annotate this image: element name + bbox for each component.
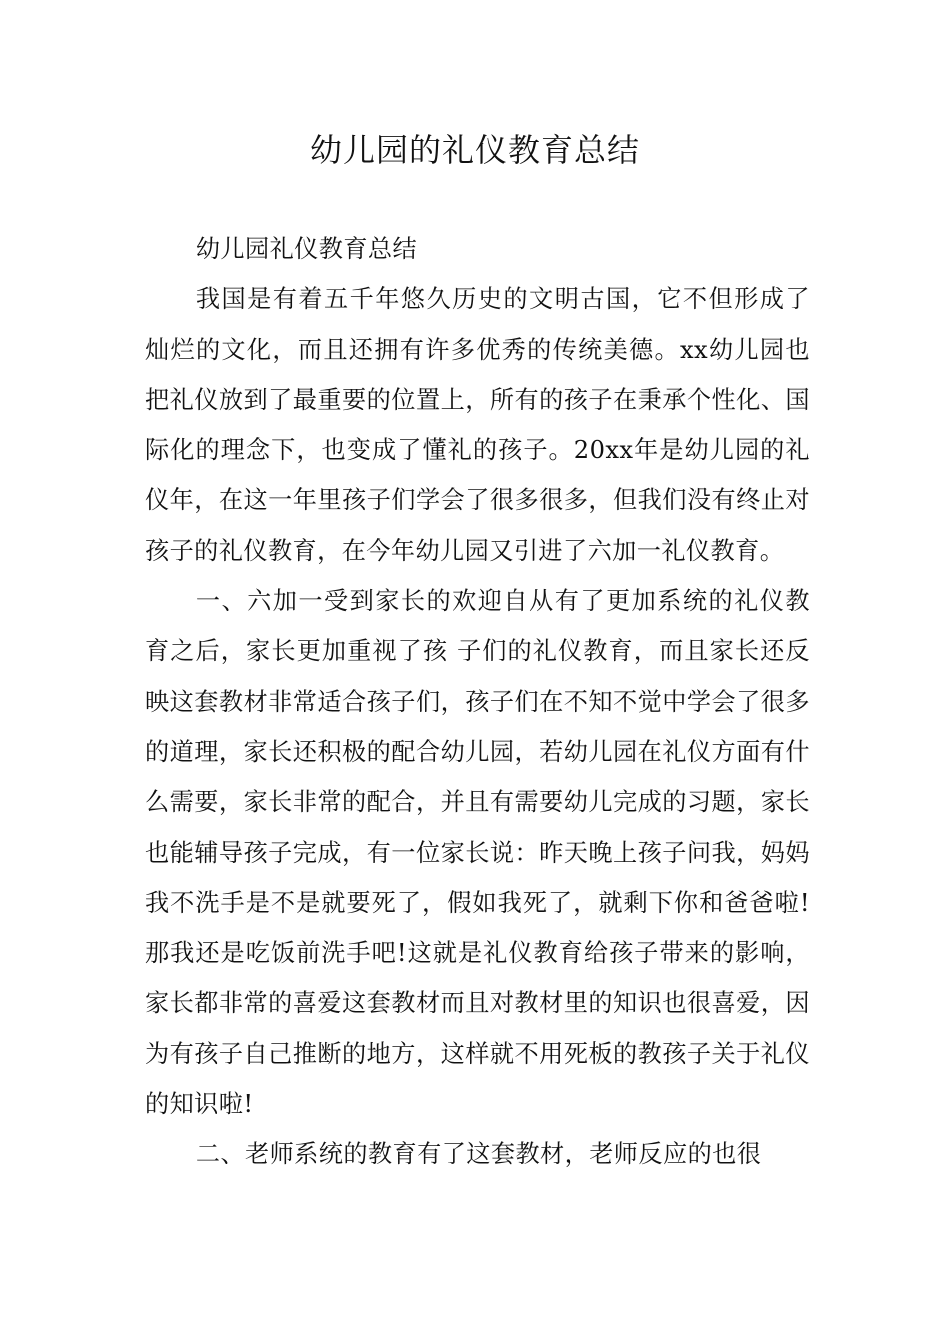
- document-title: 幼儿园的礼仪教育总结: [309, 131, 640, 169]
- paragraph-section-one: 一、六加一受到家长的欢迎自从有了更加系统的礼仪教育之后，家长更加重视了孩 子们的礼仪教育，而且家长还反映这套教材非常适合孩子们，孩子们在不知不觉中学会了很多的道理，家长还积极的配合幼儿园，若幼儿园在礼仪方面有什么需要，家长非常的配合，并且有需要幼儿完成的习题，家长也能辅导孩子完成，有一位家长说：昨天晚上孩子问我，妈妈我不洗手是不是就要死了，假如我死了，就剩下你和爸爸啦!那我还是吃饭前洗手吧!这就是礼仪教育给孩子带来的影响，家长都非常的喜爱这套教材而且对教材里的知识也很喜爱，因为有孩子自己推断的地方，这样就不用死板的教孩子关于礼仪的知识啦!: [145, 587, 810, 1119]
- document-body: [145, 224, 810, 1180]
- paragraph-intro: 我国是有着五千年悠久历史的文明古国，它不但形成了灿烂的文化，而且还拥有许多优秀的传统美德。xx幼儿园也把礼仪放到了最重要的位置上，所有的孩子在秉承个性化、国际化的理念下，也变成了懂礼的孩子。20xx年是幼儿园的礼仪年，在这一年里孩子们学会了很多很多，但我们没有终止对孩子的礼仪教育，在今年幼儿园又引进了六加一礼仪教育。: [145, 285, 810, 565]
- paragraph-subtitle: 幼儿园礼仪教育总结: [195, 235, 418, 263]
- paragraph-section-two: 二、老师系统的教育有了这套教材，老师反应的也很: [195, 1140, 762, 1169]
